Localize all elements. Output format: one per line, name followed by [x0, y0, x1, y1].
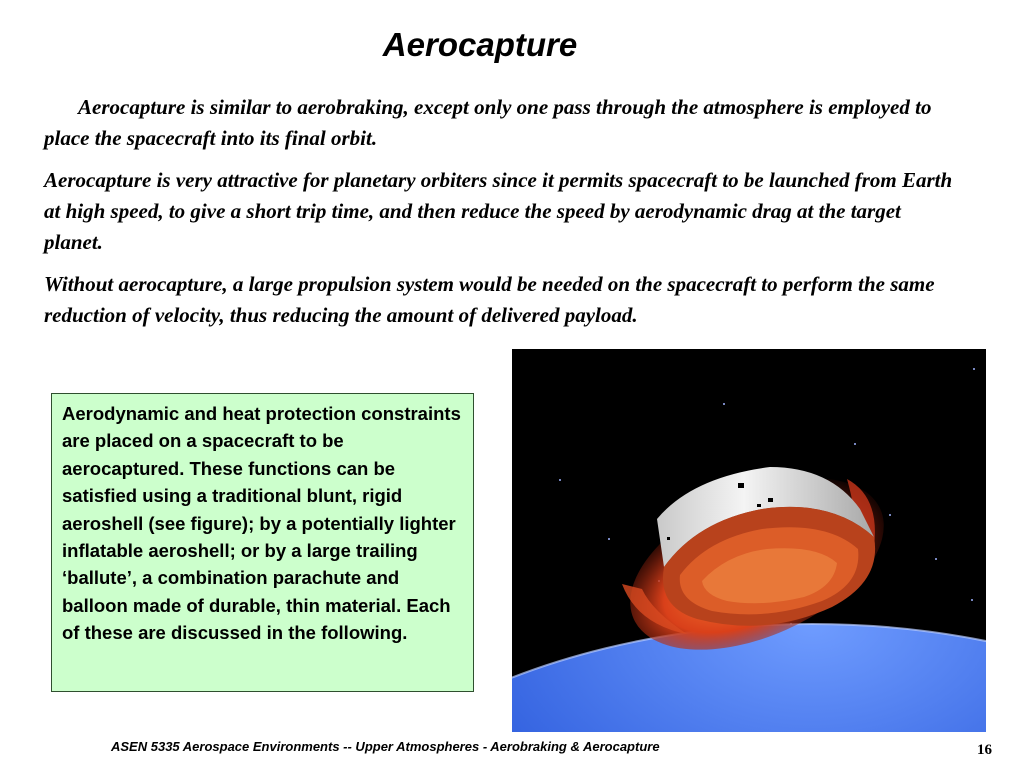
body-text — [44, 92, 964, 342]
callout-box: Aerodynamic and heat protection constraints are placed on a spacecraft to be aerocaptured. These functions can be satisfied using a traditional blunt, rigid aeroshell (see figure); by a potentially lighter inflatable aeroshell; or by a large trailing ‘ballute’, a combination parachute and balloon made of durable, thin material. Each of these are discussed in the following. — [51, 393, 474, 692]
page-number: 16 — [977, 742, 992, 758]
footer-caption: ASEN 5335 Aerospace Environments -- Upper Atmospheres - Aerobraking & Aerocapture — [111, 739, 660, 754]
paragraph-1: Aerocapture is similar to aerobraking, except only one pass through the atmosphere is employed to place the spacecraft into its final orbit. — [44, 95, 932, 150]
paragraph-2: Aerocapture is very attractive for planetary orbiters since it permits spacecraft to be launched from Earth at high speed, to give a short trip time, and then reduce the speed by aerodynamic drag at the target planet. — [44, 168, 953, 254]
slide-title: Aerocapture — [382, 26, 578, 63]
aerocapture-illustration — [512, 349, 986, 732]
paragraph-3: Without aerocapture, a large propulsion system would be needed on the spacecraft to perform the same reduction of velocity, thus reducing the amount of delivered payload. — [44, 272, 935, 327]
aerocapture-figure — [512, 349, 986, 732]
